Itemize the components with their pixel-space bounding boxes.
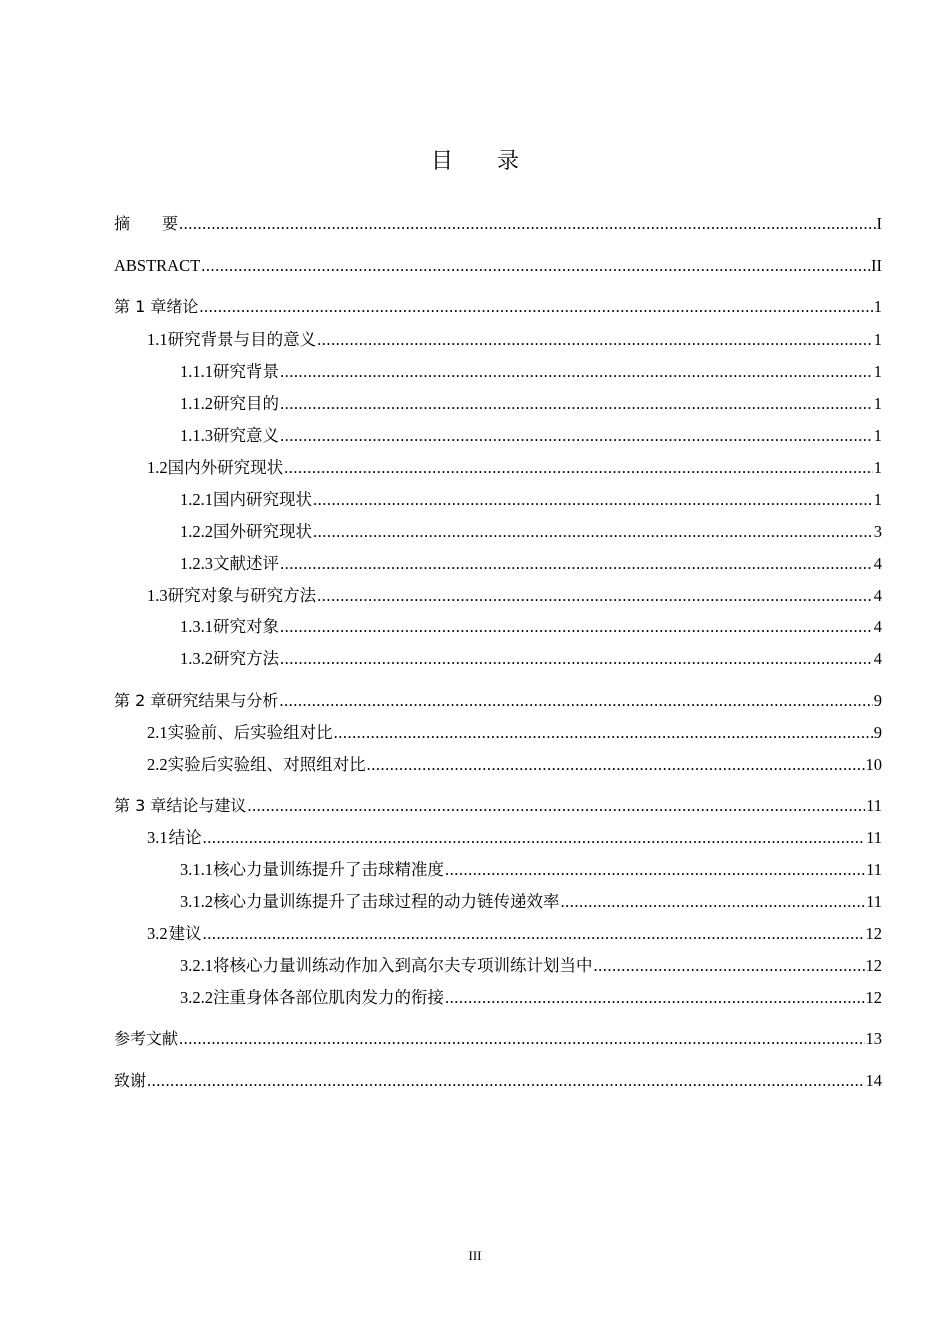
toc-leader-dots bbox=[334, 722, 873, 744]
toc-entry-page: 3 bbox=[873, 522, 882, 541]
toc-entry-label: ABSTRACT bbox=[114, 256, 201, 275]
toc-entry-1-3-2[interactable] bbox=[180, 648, 882, 670]
toc-leader-dots bbox=[203, 923, 865, 945]
toc-entry-label: 参考文献 bbox=[114, 1029, 179, 1048]
toc-entry-1-1[interactable] bbox=[147, 329, 882, 351]
toc-entry-label: 国内外研究现状 bbox=[167, 458, 284, 477]
toc-entry-label: 实验后实验组、对照组对比 bbox=[167, 755, 366, 774]
toc-entry-label: 研究对象与研究方法 bbox=[167, 586, 317, 605]
toc-entry-label: 绪论 bbox=[166, 297, 199, 316]
toc-entry-3-1-2[interactable] bbox=[180, 891, 882, 913]
toc-entry-label: 摘 要 bbox=[114, 214, 179, 233]
toc-entry-number: 1.2 bbox=[147, 458, 168, 477]
toc-leader-dots bbox=[561, 891, 866, 913]
toc-entry-3-1-1[interactable] bbox=[180, 859, 882, 881]
toc-leader-dots bbox=[317, 585, 873, 607]
toc-entry-label: 建议 bbox=[168, 924, 202, 943]
toc-leader-dots bbox=[317, 329, 873, 351]
toc-entry-label: 国外研究现状 bbox=[213, 522, 312, 541]
toc-entry-references[interactable] bbox=[114, 1028, 882, 1050]
toc-entry-3-2-2[interactable] bbox=[180, 987, 882, 1009]
toc-leader-dots bbox=[280, 425, 873, 447]
toc-entry-page: 9 bbox=[873, 723, 882, 742]
toc-entry-page: 11 bbox=[866, 860, 882, 879]
toc-entry-number: 3.2.2 bbox=[180, 988, 213, 1007]
page-number: III bbox=[468, 1248, 482, 1263]
toc-leader-dots bbox=[147, 1070, 864, 1092]
toc-entry-chapter-2[interactable] bbox=[114, 690, 882, 712]
toc-entry-label: 研究意义 bbox=[213, 426, 279, 445]
toc-entry-number: 1.2.1 bbox=[180, 490, 213, 509]
toc-entry-page: 11 bbox=[866, 828, 882, 847]
toc-entry-page: 1 bbox=[873, 426, 882, 445]
toc-entry-label: 研究方法 bbox=[213, 649, 279, 668]
toc-leader-dots bbox=[280, 616, 873, 638]
toc-entry-label: 结论 bbox=[168, 828, 202, 847]
toc-entry-page: 12 bbox=[865, 956, 882, 975]
toc-entry-page: 1 bbox=[873, 330, 882, 349]
toc-leader-dots bbox=[445, 987, 865, 1009]
toc-entry-3-2-1[interactable] bbox=[180, 955, 882, 977]
toc-entry-abstract-en[interactable] bbox=[114, 255, 882, 277]
toc-entry-label: 致谢 bbox=[114, 1071, 147, 1090]
toc-entry-1-1-3[interactable] bbox=[180, 425, 882, 447]
toc-entry-1-2[interactable] bbox=[147, 457, 882, 479]
toc-entry-number: 1.1.2 bbox=[180, 394, 213, 413]
toc-entry-page: I bbox=[876, 214, 882, 233]
toc-entry-page: 4 bbox=[873, 586, 882, 605]
toc-leader-dots bbox=[279, 690, 872, 712]
toc-entry-1-3-1[interactable] bbox=[180, 616, 882, 638]
toc-leader-dots bbox=[313, 521, 873, 543]
toc-entry-page: 12 bbox=[865, 988, 882, 1007]
toc-entry-1-1-1[interactable] bbox=[180, 361, 882, 383]
toc-entry-label: 核心力量训练提升了击球精准度 bbox=[213, 860, 444, 879]
toc-entry-abstract-cn[interactable] bbox=[114, 213, 882, 235]
toc-entry-page: 1 bbox=[873, 394, 882, 413]
toc-entry-label: 实验前、后实验组对比 bbox=[167, 723, 333, 742]
toc-entry-page: 11 bbox=[866, 796, 882, 815]
toc-entry-label: 研究目的 bbox=[213, 394, 279, 413]
toc-leader-dots bbox=[203, 827, 866, 849]
toc-entry-number: 第 1 章 bbox=[114, 297, 167, 316]
toc-entry-number: 1.2.2 bbox=[180, 522, 213, 541]
toc-entry-page: 14 bbox=[865, 1071, 882, 1090]
toc-entry-page: 12 bbox=[865, 924, 882, 943]
toc-entry-number: 第 3 章 bbox=[114, 796, 167, 815]
toc-entry-2-1[interactable] bbox=[147, 722, 882, 744]
toc-leader-dots bbox=[247, 795, 865, 817]
toc-entry-number: 1.2.3 bbox=[180, 554, 213, 573]
toc-leader-dots bbox=[280, 553, 873, 575]
toc-entry-label: 文献述评 bbox=[213, 554, 279, 573]
toc-entry-label: 研究结果与分析 bbox=[166, 691, 279, 710]
toc-entry-number: 1.3.2 bbox=[180, 649, 213, 668]
toc-entry-number: 3.1.1 bbox=[180, 860, 213, 879]
toc-leader-dots bbox=[445, 859, 865, 881]
toc-entry-number: 1.1 bbox=[147, 330, 168, 349]
toc-entry-number: 3.1.2 bbox=[180, 892, 213, 911]
toc-entry-label: 注重身体各部位肌肉发力的衔接 bbox=[213, 988, 444, 1007]
toc-entry-number: 1.1.3 bbox=[180, 426, 213, 445]
toc-entry-number: 1.3 bbox=[147, 586, 168, 605]
toc-entry-1-1-2[interactable] bbox=[180, 393, 882, 415]
toc-entry-page: 1 bbox=[873, 458, 882, 477]
toc-entry-page: 13 bbox=[865, 1029, 882, 1048]
toc-entry-label: 核心力量训练提升了击球过程的动力链传递效率 bbox=[213, 892, 560, 911]
toc-entry-label: 研究背景与目的意义 bbox=[167, 330, 317, 349]
toc-entry-label: 研究背景 bbox=[213, 362, 279, 381]
toc-entry-acknowledgements[interactable] bbox=[114, 1070, 882, 1092]
toc-entry-label: 国内研究现状 bbox=[213, 490, 312, 509]
toc-leader-dots bbox=[179, 1028, 864, 1050]
toc-entry-number: 3.2.1 bbox=[180, 956, 213, 975]
toc-entry-1-2-1[interactable] bbox=[180, 489, 882, 511]
toc-leader-dots bbox=[284, 457, 873, 479]
toc-entry-label: 研究对象 bbox=[213, 617, 279, 636]
toc-leader-dots bbox=[179, 213, 875, 235]
toc-entry-number: 3.2 bbox=[147, 924, 168, 943]
toc-entry-chapter-1[interactable] bbox=[114, 296, 882, 318]
toc-entry-page: 1 bbox=[873, 297, 882, 316]
toc-entry-1-3[interactable] bbox=[147, 585, 882, 607]
toc-entry-label: 将核心力量训练动作加入到高尔夫专项训练计划当中 bbox=[213, 956, 593, 975]
toc-leader-dots bbox=[313, 489, 873, 511]
toc-leader-dots bbox=[594, 955, 865, 977]
toc-entry-page: 4 bbox=[873, 649, 882, 668]
toc-leader-dots bbox=[280, 648, 873, 670]
toc-entry-number: 2.1 bbox=[147, 723, 168, 742]
toc-entry-number: 2.2 bbox=[147, 755, 168, 774]
toc-entry-page: II bbox=[871, 256, 882, 275]
toc-entry-label: 结论与建议 bbox=[166, 796, 247, 815]
toc-leader-dots bbox=[201, 255, 870, 277]
toc-entry-page: 4 bbox=[873, 617, 882, 636]
toc-entry-3-1[interactable] bbox=[147, 827, 882, 849]
toc-entry-page: 10 bbox=[865, 755, 882, 774]
toc-entry-page: 11 bbox=[866, 892, 882, 911]
toc-entry-2-2[interactable] bbox=[147, 754, 882, 776]
page-title: 目 录 bbox=[430, 149, 519, 174]
toc-entry-page: 1 bbox=[873, 490, 882, 509]
toc-leader-dots bbox=[367, 754, 865, 776]
toc-entry-number: 1.3.1 bbox=[180, 617, 213, 636]
toc-entry-page: 4 bbox=[873, 554, 882, 573]
toc-leader-dots bbox=[280, 393, 873, 415]
toc-entry-number: 3.1 bbox=[147, 828, 168, 847]
toc-entry-number: 第 2 章 bbox=[114, 691, 167, 710]
toc-leader-dots bbox=[199, 296, 872, 318]
toc-entry-page: 1 bbox=[873, 362, 882, 381]
toc-entry-1-2-2[interactable] bbox=[180, 521, 882, 543]
toc-entry-1-2-3[interactable] bbox=[180, 553, 882, 575]
toc-entry-number: 1.1.1 bbox=[180, 362, 213, 381]
toc-entry-page: 9 bbox=[873, 691, 882, 710]
toc-leader-dots bbox=[280, 361, 873, 383]
toc-entry-3-2[interactable] bbox=[147, 923, 882, 945]
toc-entry-chapter-3[interactable] bbox=[114, 795, 882, 817]
